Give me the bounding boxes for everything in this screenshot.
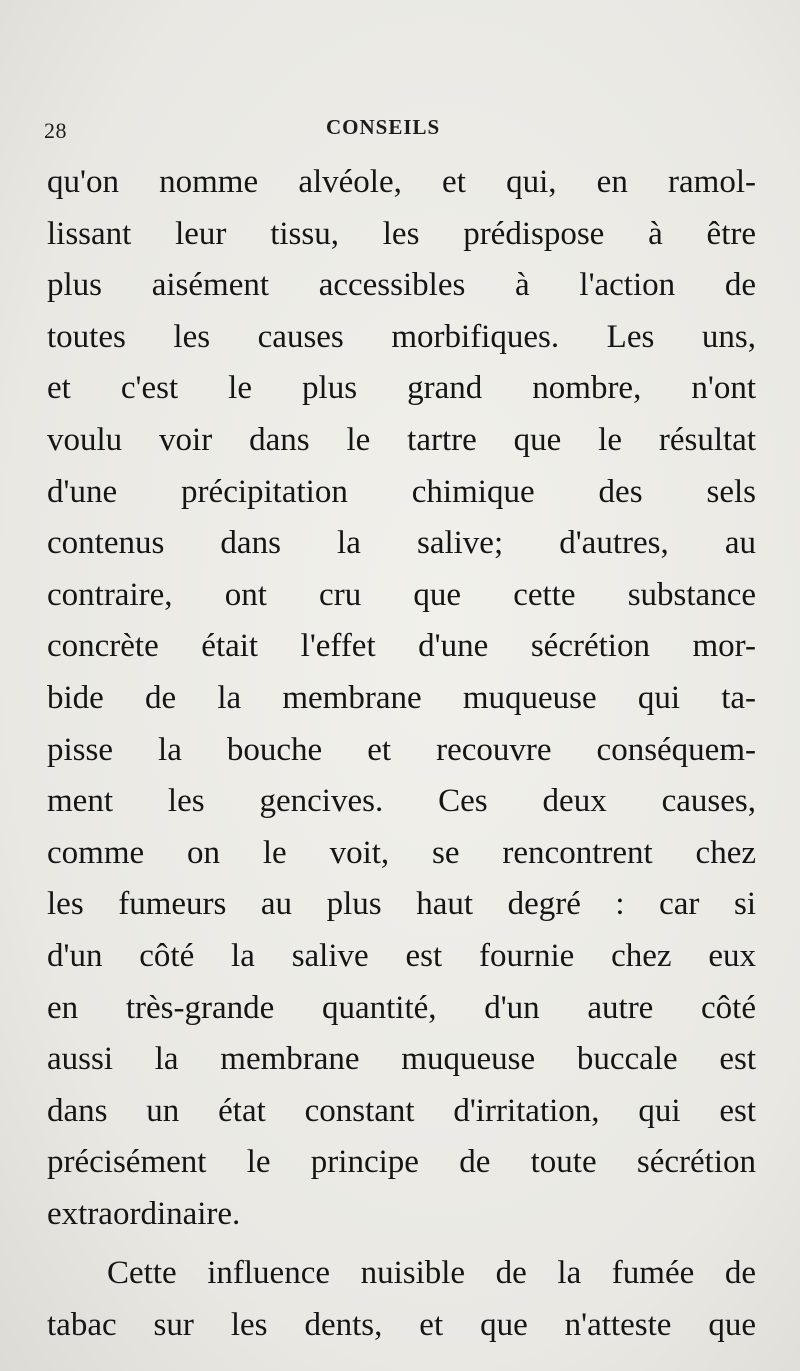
text-line: pisse la bouche et recouvre conséquem- xyxy=(47,731,756,768)
text-line: d'un côté la salive est fournie chez eux xyxy=(47,937,756,974)
text-line: et c'est le plus grand nombre, n'ont xyxy=(47,370,756,407)
paragraph-gap xyxy=(47,1240,756,1248)
page-header xyxy=(0,112,800,142)
text-line: les fumeurs au plus haut degré : car si xyxy=(47,886,756,923)
text-line: Cette influence nuisible de la fumée de xyxy=(107,1255,756,1292)
text-line: bide de la membrane muqueuse qui ta- xyxy=(47,679,756,716)
text-line: contenus dans la salive; d'autres, au xyxy=(47,525,756,562)
text-line: tabac sur les dents, et que n'atteste que xyxy=(47,1307,756,1344)
text-line: plus aisément accessibles à l'action de xyxy=(47,267,756,304)
text-line: ment les gencives. Ces deux causes, xyxy=(47,783,756,820)
text-line: lissant leur tissu, les prédispose à être xyxy=(47,215,756,252)
text-line: d'une précipitation chimique des sels xyxy=(47,473,756,510)
paragraph xyxy=(47,1248,756,1351)
text-line: contraire, ont cru que cette substance xyxy=(47,576,756,613)
text-line: concrète était l'effet d'une sécrétion mor- xyxy=(47,628,756,665)
text-line: dans un état constant d'irritation, qui est xyxy=(47,1092,756,1129)
text-line: en très-grande quantité, d'un autre côté xyxy=(47,989,756,1026)
text-line: voulu voir dans le tartre que le résultat xyxy=(47,421,756,458)
text-line: toutes les causes morbifiques. Les uns, xyxy=(47,318,756,355)
running-head: CONSEILS xyxy=(326,115,441,139)
text-line: précisément le principe de toute sécrétion xyxy=(47,1144,756,1181)
text-line: extraordinaire. xyxy=(47,1195,241,1232)
text-line: aussi la membrane muqueuse buccale est xyxy=(47,1041,756,1078)
text-line: qu'on nomme alvéole, et qui, en ramol- xyxy=(47,164,756,200)
body-text xyxy=(47,157,756,1352)
paragraph xyxy=(47,157,756,1240)
page-number: 28 xyxy=(44,118,67,143)
text-line: comme on le voit, se rencontrent chez xyxy=(47,834,756,871)
